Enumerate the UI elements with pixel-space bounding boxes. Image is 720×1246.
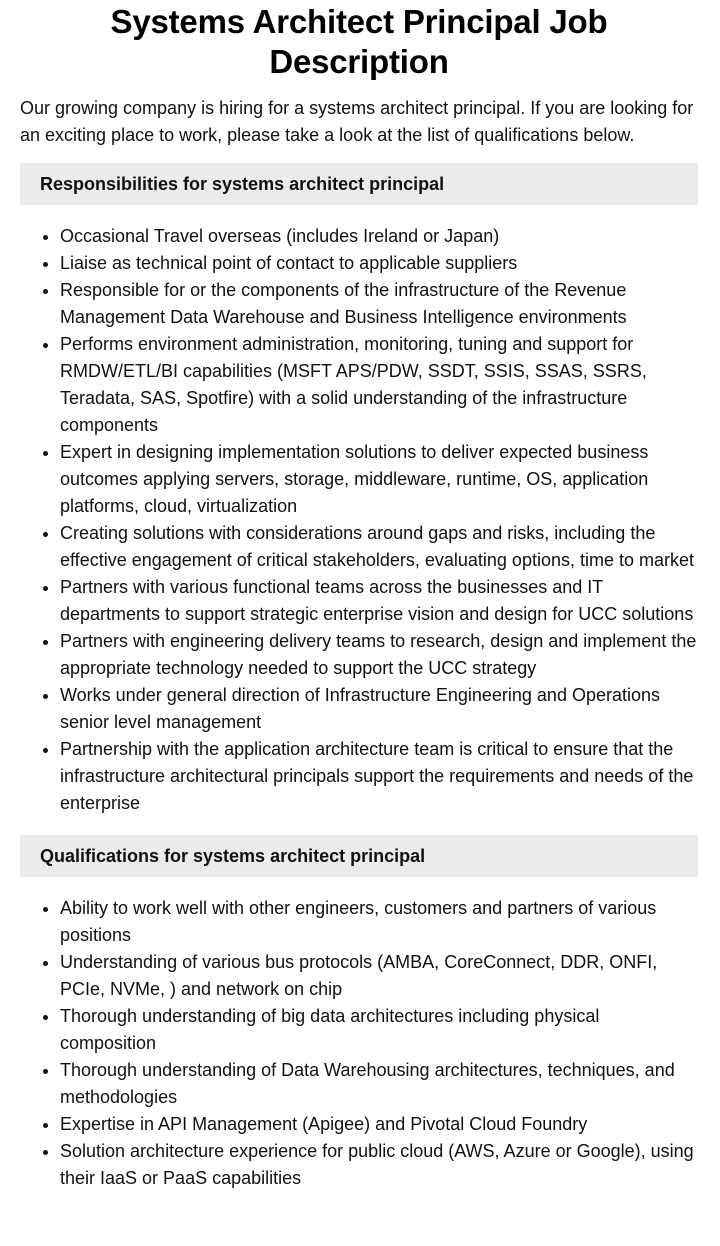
list-item: • Partners with various functional teams across the businesses and IT departments to support strategic enterprise vision and design for UCC solutions (60, 574, 698, 628)
list-item: • Understanding of various bus protocols (AMBA, CoreConnect, DDR, ONFI, PCIe, NVMe, ) and network on chip (60, 949, 698, 1003)
list-item: • Thorough understanding of Data Warehousing architectures, techniques, and methodologies (60, 1057, 698, 1111)
list-item: • Expertise in API Management (Apigee) and Pivotal Cloud Foundry (60, 1111, 698, 1138)
list-item: • Partners with engineering delivery teams to research, design and implement the appropriate technology needed to support the UCC strategy (60, 628, 698, 682)
list-item: • Ability to work well with other engineers, customers and partners of various positions (60, 895, 698, 949)
responsibilities-list (20, 223, 698, 817)
list-item: • Partnership with the application architecture team is critical to ensure that the infrastructure architectural principals support the requirements and needs of the enterprise (60, 736, 698, 817)
list-item: • Responsible for or the components of the infrastructure of the Revenue Management Data Warehouse and Business Intelligence environments (60, 277, 698, 331)
list-item: • Works under general direction of Infrastructure Engineering and Operations senior level management (60, 682, 698, 736)
list-item: • Liaise as technical point of contact to applicable suppliers (60, 250, 698, 277)
list-item: • Occasional Travel overseas (includes Ireland or Japan) (60, 223, 698, 250)
responsibilities-heading: Responsibilities for systems architect principal (20, 163, 698, 205)
qualifications-heading: Qualifications for systems architect principal (20, 835, 698, 877)
qualifications-list (20, 895, 698, 1192)
list-item: • Creating solutions with considerations around gaps and risks, including the effective engagement of critical stakeholders, evaluating options, time to market (60, 520, 698, 574)
list-item: • Performs environment administration, monitoring, tuning and support for RMDW/ETL/BI capabilities (MSFT APS/PDW, SSDT, SSIS, SSAS, SSRS, Teradata, SAS, Spotfire) with a solid understanding of the infrastructure components (60, 331, 698, 439)
list-item: • Expert in designing implementation solutions to deliver expected business outcomes applying servers, storage, middleware, runtime, OS, application platforms, cloud, virtualization (60, 439, 698, 520)
list-item: • Thorough understanding of big data architectures including physical composition (60, 1003, 698, 1057)
intro-paragraph: Our growing company is hiring for a systems architect principal. If you are looking for an exciting place to work, please take a look at the list of qualifications below. (20, 98, 694, 145)
list-item: • Solution architecture experience for public cloud (AWS, Azure or Google), using their IaaS or PaaS capabilities (60, 1138, 698, 1192)
page-title: Systems Architect Principal Job Description (110, 3, 608, 80)
